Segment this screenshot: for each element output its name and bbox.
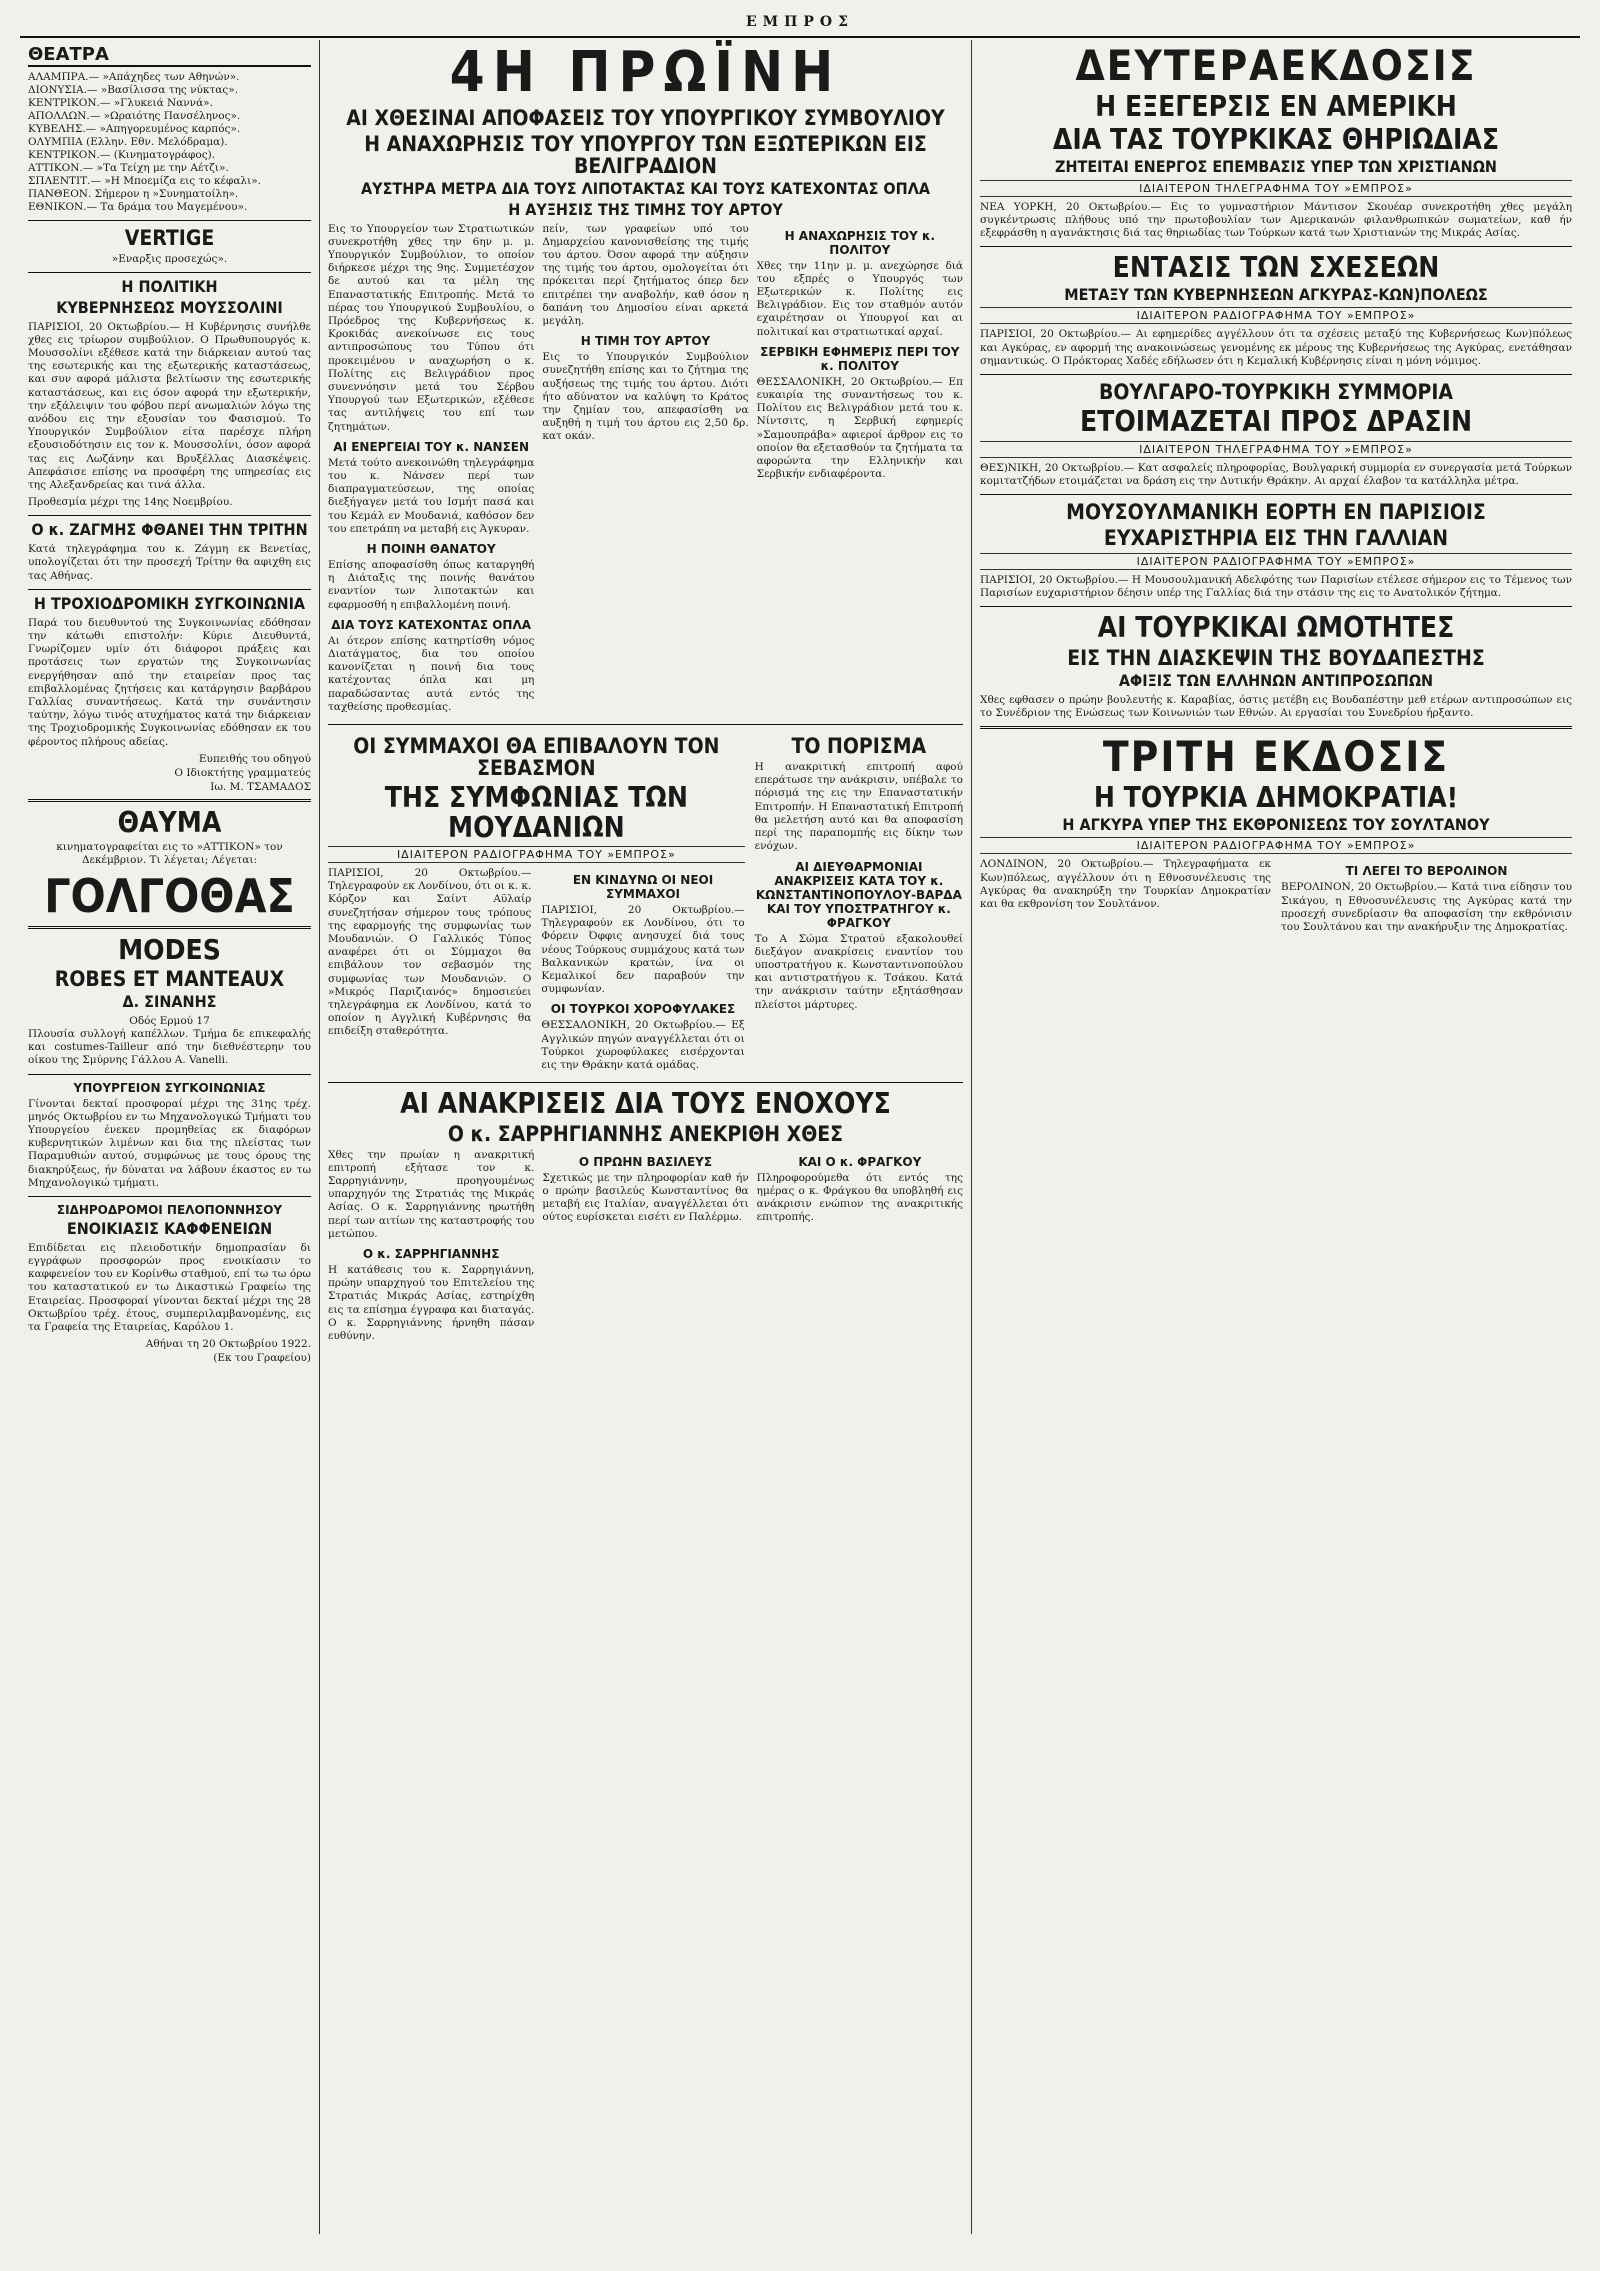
rail-heading: ΣΙΔΗΡΟΔΡΟΜΟΙ ΠΕΛΟΠΟΝΝΗΣΟΥ (56, 1203, 283, 1218)
arms-heading: ΔΙΑ ΤΟΥΣ ΚΑΤΕΧΟΝΤΑΣ ΟΠΛΑ (331, 617, 532, 632)
tension-sub: ΙΔΙΑΙΤΕΡΟΝ ΡΑΔΙΟΓΡΑΦΗΜΑ ΤΟΥ »ΕΜΠΡΟΣ» (980, 307, 1572, 324)
investigations-heading-2: Ο κ. ΣΑΡΡΗΓΙΑΝΝΗΣ ΑΝΕΚΡΙΘΗ ΧΘΕΣ (447, 1121, 844, 1146)
theatre-item: ΚΕΝΤΡΙΚΟΝ.— »Γλυκειά Ναννά». (28, 97, 213, 109)
lead-article-text: Εις το Υπουργείον των Στρατιωτικών συνεκροτήθη χθες την 6ην μ. μ. Υπουργικόν Συμβούλιον, το οποίον διήρκεσε μέχρι της 9ης. Συμμετέσχον δε αυτού και τα μέλη της Επαναστατικής Επιτροπής. Μετά το πέρας του Υπουργικού Συμβουλίου, ο Πρόεδρος της Κυβερνήσεως κ. Κροκιδάς ανεκοίνωσε εις τους αντιπροσώπους του Τύπου ότι προκειμένου ν αναχωρήση ο κ. Πολίτης εις Βελιγράδιον προς συνεννόησιν μετά του Σέρβου Υπουργού των Εξωτερικών, εξέθεσε τας αντιλήψεις του επί των ζητημάτων. (328, 222, 535, 433)
politis-departure-heading: Η ΑΝΑΧΩΡΗΣΙΣ ΤΟΥ κ. ΠΟΛΙΤΟΥ (784, 228, 936, 257)
porisma-heading: ΤΟ ΠΟΡΙΣΜΑ (791, 734, 927, 759)
inquiry-heading: ΑΙ ΔΙΕΥΘΑΡΜΟΝΙΑΙ ΑΝΑΚΡΙΣΕΙΣ ΚΑΤΑ ΤΟΥ κ. ΚΩΝΣΤΑΝΤΙΝΟΠΟΥΛΟΥ-ΒΑΡΔΑ ΚΑΙ ΤΟΥ ΥΠΟΣΤΡΑΤΗΓΟΥ κ. ΦΡΑΓΚΟΥ (755, 859, 962, 930)
america-sub: ΙΔΙΑΙΤΕΡΟΝ ΤΗΛΕΓΡΑΦΗΜΑ ΤΟΥ »ΕΜΠΡΟΣ» (980, 180, 1572, 197)
thavma-text: κινηματογραφείται εις το »ΑΤΤΙΚΟΝ» τον Δεκέμβριον. Τι λέγεται; Λέγεται: (56, 841, 283, 867)
nansen-heading: ΑΙ ΕΝΕΡΓΕΙΑΙ ΤΟΥ κ. ΝΑΝΣΕΝ (333, 439, 530, 454)
allies-sub: ΙΔΙΑΙΤΕΡΟΝ ΡΑΔΙΟΓΡΑΦΗΜΑ ΤΟΥ »ΕΜΠΡΟΣ» (328, 846, 745, 863)
lead-heading-3: ΑΥΣΤΗΡΑ ΜΕΤΡΑ ΔΙΑ ΤΟΥΣ ΛΙΠΟΤΑΚΤΑΣ ΚΑΙ ΤΟΥΣ ΚΑΤΕΧΟΝΤΑΣ ΟΠΛΑ (361, 178, 930, 198)
theatre-item: ΑΛΑΜΠΡΑ.— »Απάχηδες των Αθηνών». (28, 71, 240, 83)
theatre-item: ΠΑΝΘΕΟΝ. Σήμερον η »Συνηματοίλη». (28, 188, 239, 200)
theatre-item: ΣΠΛΕΝΤΙΤ.— »Η Μποεμίζα εις το κέφαλι». (28, 175, 261, 187)
theatre-item: ΕΘΝΙΚΟΝ.— Τα δράμα του Μαγεμένου». (28, 201, 248, 213)
theatre-item: ΑΠΟΛΛΩΝ.— »Ωραιότης Πανσέληνος». (28, 110, 241, 122)
gang-heading-1: ΒΟΥΛΓΑΡΟ-ΤΟΥΡΚΙΚΗ ΣΥΜΜΟΡΙΑ (1098, 380, 1454, 405)
politics-date: Προθεσμία μέχρι της 14ης Νοεμβρίου. (28, 496, 233, 509)
edition-title: 4Η ΠΡΩΪΝΗ (449, 40, 842, 105)
third-edition-title: ΤΡΙΤΗ ΕΚΔΟΣΙΣ (1102, 732, 1450, 782)
politis-departure-text: Χθες την 11ην μ. μ. ανεχώρησε διά του εξπρές ο Υπουργός των Εξωτερικών κ. Πολίτης εις Βελιγράδιον. Εις τον σταθμόν αυτόν εχαιρέτησαν οι Υπουργοί και αι πολιτικαί και στρατιωτικαί αρχαί. (756, 259, 963, 338)
tram-sign-3: Ιω. Μ. ΤΣΑΜΑΔΟΣ (210, 780, 311, 793)
cafe-date: Αθήναι τη 20 Οκτωβρίου 1922. (145, 1338, 311, 1351)
democracy-text: ΛΟΝΔΙΝΟΝ, 20 Οκτωβρίου.— Τηλεγραφήματα εκ Κων)πόλεως, αγγέλλουν ότι η Εθνοσυνέλευσις της Αγκύρας θα ανακηρύξη την Τουρκίαν Δημοκρατίαν και θα εκθρονίση τον Σουλτάνον. (980, 858, 1271, 910)
gendarmes-heading: ΟΙ ΤΟΥΡΚΟΙ ΧΟΡΟΦΥΛΑΚΕΣ (550, 1002, 736, 1017)
modes-name: Δ. ΣΙΝΑΝΗΣ (122, 992, 217, 1012)
arms-text: Αι ότερον επίσης κατηρτίσθη νόμος Διατάγματος, δια του οποίου κανονίζεται η ποινή δια τους κατέχοντας όπλα και μη παραδώσαντας αυτά εντός της ταχθείσης προθεσμίας. (328, 634, 535, 713)
atrocities-heading-1: ΑΙ ΤΟΥΡΚΙΚΑΙ ΩΜΟΤΗΤΕΣ (1097, 611, 1455, 645)
theatre-item: ΚΥΒΕΛΗΣ.— »Απηγορευμένος καρπός». (28, 123, 241, 135)
lead-heading-4: Η ΑΥΞΗΣΙΣ ΤΗΣ ΤΙΜΗΣ ΤΟΥ ΑΡΤΟΥ (508, 199, 783, 219)
bread-price-text: Εις το Υπουργικόν Συμβούλιον συνεζητήθη επίσης και το ζήτημα της αυξήσεως της τιμής του άρτου. Διότι ήτο αδύνατον να καλύψη το Κράτος την ζημίαν του, απεφασίσθη να αυξηθή η τιμή του άρτου εις 2,50 δρ. κατ οκάν. (542, 351, 749, 443)
muslim-feast-sub: ΙΔΙΑΙΤΕΡΟΝ ΡΑΔΙΟΓΡΑΦΗΜΑ ΤΟΥ »ΕΜΠΡΟΣ» (980, 553, 1572, 570)
gang-sub: ΙΔΙΑΙΤΕΡΟΝ ΤΗΛΕΓΡΑΦΗΜΑ ΤΟΥ »ΕΜΠΡΟΣ» (980, 441, 1572, 458)
tram-heading: Η ΤΡΟΧΙΟΔΡΟΜΙΚΗ ΣΥΓΚΟΙΝΩΝΙΑ (33, 593, 306, 613)
allies-heading-1: ΟΙ ΣΥΜΜΑΧΟΙ ΘΑ ΕΠΙΒΑΛΟΥΝ ΤΟΝ ΣΕΒΑΣΜΟΝ (353, 734, 720, 781)
death-penalty-heading: Η ΠΟΙΝΗ ΘΑΝΑΤΟΥ (366, 542, 496, 556)
investigations-heading-1: ΑΙ ΑΝΑΚΡΙΣΕΙΣ ΔΙΑ ΤΟΥΣ ΕΝΟΧΟΥΣ (400, 1087, 891, 1121)
tension-heading-1: ΕΝΤΑΣΙΣ ΤΩΝ ΣΧΕΣΕΩΝ (1112, 251, 1440, 285)
america-heading-3: ΖΗΤΕΙΤΑΙ ΕΝΕΡΓΟΣ ΕΠΕΜΒΑΣΙΣ ΥΠΕΡ ΤΩΝ ΧΡΙΣΤΙΑΝΩΝ (1055, 156, 1497, 176)
serbian-paper-heading: ΣΕΡΒΙΚΗ ΕΦΗΜΕΡΙΣ ΠΕΡΙ ΤΟΥ κ. ΠΟΛΙΤΟΥ (760, 344, 960, 373)
modes-sub: ROBES ET MANTEAUX (54, 967, 285, 992)
politics-heading-2: ΚΥΒΕΡΝΗΣΕΩΣ ΜΟΥΣΣΟΛΙΝΙ (56, 297, 283, 317)
theatres-list (28, 71, 311, 214)
vertige-sub: »Εναρξις προσεχώς». (111, 253, 228, 266)
tension-text: ΠΑΡΙΣΙΟΙ, 20 Οκτωβρίου.— Αι εφημερίδες αγγέλλουν ότι τα σχέσεις μεταξύ της Κυβερνήσεως Κων)πόλεως και Αγκύρας, εν αφορμή της ανακοινώσεως γενομένης εκ μέρους της Κυβερνήσεως της Αγκύρας, ενετάθησαν σημαντικώς. Ο Πρόκτορας Χαδές εδήλωσεν ότι η Κεμαλική Κυβέρνησις είναι η μόνη νόμιμος. (980, 328, 1572, 367)
tram-sign-2: Ο Ιδιοκτήτης γραμματεύς (174, 766, 311, 779)
serbian-paper-text: ΘΕΣΣΑΛΟΝΙΚΗ, 20 Οκτωβρίου.— Επ ευκαιρία της συναντήσεως του κ. Πολίτου εις Βελιγράδιον μετά του κ. Νίντσιτς, η Σερβική εφημερίς »Σαμουπράβα» αφιεροί άρθρον εις το οποίον θα εξετασθούν τα ζητήματα τα αφορώντα την Ελληνικήν και Σερβικήν ενδιαφέροντα. (756, 375, 963, 481)
thavma-heading: ΘΑΥΜΑ (117, 805, 222, 839)
frangou-heading: ΚΑΙ Ο κ. ΦΡΑΓΚΟΥ (798, 1154, 922, 1169)
modes-text: Πλουσία συλλογή καπέλλων. Τμήμα δε επικεφαλής και costumes-Tailleur από την διεθνέστερην του οίκου της Σμύρνης Γάλλου A. Vanelli. (28, 1028, 311, 1067)
modes-address: Οδός Ερμού 17 (129, 1015, 210, 1028)
cafe-text: Επιδίδεται εις πλειοδοτικήν δημοπρασίαν δι εγγράφων προσφορών προς ενοικίασιν το καφφενείον του εν Κορίνθω σταθμού, επί τω τω όρω του καταστατικού εν τω Δικαστικώ Γραφείω της Εταιρείας. Προσφοραί γίνονται δεκταί μέχρι της 28 Οκτωβρίου τρέχ. έτους, συμπεριλαμβανομένης, εις τα Γραφεία της Εταιρείας, Καρόλου 1. (28, 1241, 311, 1334)
theatre-item: ΔΙΟΝΥΣΙΑ.— »Βασίλισσα της νύκτας». (28, 84, 239, 96)
lead-heading-1: ΑΙ ΧΘΕΣΙΝΑΙ ΑΠΟΦΑΣΕΙΣ ΤΟΥ ΥΠΟΥΡΓΙΚΟΥ ΣΥΜΒΟΥΛΙΟΥ (346, 105, 945, 130)
tension-heading-2: ΜΕΤΑΞΥ ΤΩΝ ΚΥΒΕΡΝΗΣΕΩΝ ΑΓΚΥΡΑΣ-ΚΩΝ)ΠΟΛΕΩΣ (1064, 284, 1488, 304)
tram-sign-1: Ευπειθής του οδηγού (198, 752, 311, 765)
tram-text: Παρά του διευθυντού της Συγκοινωνίας εδόθησαν την κάτωθι επιστολήν: Κύριε Διευθυντά, Γνωρίζομεν υμίν ότι διάφοροι πράξεις και προτάσεις των εργατών της Συγκοινωνίας ενεργήθησαν από την εταιρείαν προς τας επιβαλλομένας ζητήσεις και κατάργησιν βαρβάρου Γαλλίας συναντήσεως. Κατά την συνάντησιν ταύτην, λόγω τινός ατυχήματος κατά την διάρκειαν της Τροχιοδρομικής Συγκοινωνίας εδόθησαν εκ του φέροντος πλήρους αδείας. (28, 616, 311, 748)
atrocities-text: Χθες εφθασεν ο πρώην βουλευτής κ. Καραβίας, όστις μετέβη εις Βουδαπέστην μεθ ετέρων αντιπροσώπων εις το Συνέδριον της Ενώσεως των Κοινωνιών των Εθνών. Αι εργασίαι του Συνεδρίου ήρξαντο. (980, 693, 1572, 719)
democracy-heading-1: Η ΤΟΥΡΚΙΑ ΔΗΜΟΚΡΑΤΙΑ! (1093, 781, 1459, 815)
middle-column (320, 40, 972, 2234)
newspaper-page (20, 14, 1580, 2234)
bread-price-heading: Η ΤΙΜΗ ΤΟΥ ΑΡΤΟΥ (580, 334, 711, 349)
cafe-heading: ΕΝΟΙΚΙΑΣΙΣ ΚΑΦΦΕΝΕΙΩΝ (66, 1219, 273, 1239)
democracy-sub: ΙΔΙΑΙΤΕΡΟΝ ΡΑΔΙΟΓΡΑΦΗΜΑ ΤΟΥ »ΕΜΠΡΟΣ» (980, 837, 1572, 854)
politics-text: ΠΑΡΙΣΙΟΙ, 20 Οκτωβρίου.— Η Κυβέρνησις συνήλθε χθες εις τρίωρον συμβούλιον. Ο Πρωθυπουργός κ. Μουσσολίνι εξέθεσε κατά την διάρκειαν αυτού τας της εσωτερικής και της εξωτερικής καταστάσεως, και συν αφορά μάλιστα βελτίωσιν της εσωτερικής καταστάσεως, και εις όσον αφορά την εξωτερικήν, την εξάλειψιν του φόβου περί ανωμαλιών λόγω της ανόδου εις την εξουσίαν του Φασισμού. Το Υπουργικόν Συμβούλιον είτα παρέσχε πλήρη εξουσιοδότησιν εις τον κ. Μουσσολίνι, όσον αφορά τας εις Λωζάνην και Βρυξέλλας Διασκέψεις. Απεφάσισε επίσης να προσφέρη της υπηρεσίας εις της Αλεξανδρείας και τινά άλλα. (28, 320, 311, 492)
new-allies-text: ΠΑΡΙΣΙΟΙ, 20 Οκτωβρίου.— Τηλεγραφούν εκ Λονδίνου, ότι το Φόρειν Όφφις ανησυχεί διά τους νέους Τούρκους συμμάχους κατά των Βαλκανικών κρατών, ίνα οι Κεμαλικοί δεν παραβούν την συμφωνίαν. (541, 903, 745, 996)
theatres-title: ΘΕΑΤΡΑ (28, 44, 311, 67)
second-edition-title: ΔΕΥΤΕΡΑΕΚΔΟΣΙΣ (1075, 41, 1477, 90)
atrocities-heading-3: ΑΦΙΞΙΣ ΤΩΝ ΕΛΛΗΝΩΝ ΑΝΤΙΠΡΟΣΩΠΩΝ (1118, 670, 1434, 690)
ex-king-heading: Ο ΠΡΩΗΝ ΒΑΣΙΛΕΥΣ (578, 1154, 713, 1169)
allies-text: ΠΑΡΙΣΙΟΙ, 20 Οκτωβρίου.— Τηλεγραφούν εκ Λονδίνου, ότι οι κ. κ. Κόρζον και Σαίντ Αϋλαίρ συνεζητήσαν σήμερον τους τρόπους της εφαρμογής της συμφωνίας των Μουδανιών. Ο Γαλλικός Τύπος αναφέρει ότι οι Σύμμαχοι θα επιβάλουν τον σεβασμόν της συμφωνίας των Μουδανιών. Ο »Μικρός Παριζιανός» δημοσιεύει τηλεγράφημα εκ Λονδίνου, κατά το οποίον η Αγγλική Κυβέρνησις θα επιδείξη σταθερότητα. (328, 866, 532, 1038)
investigations-text: Χθες την πρωίαν η ανακριτική επιτροπή εξήτασε τον κ. Σαρρηγιάννην, προηγουμένως υπαρχηγόν της Στρατιάς της Μικράς Ασίας. Ο κ. Σαρρηγιάννης ηρωτήθη περί των αιτίων της καταστροφής του μετώπου. (328, 1148, 535, 1240)
inquiry-text: Το Α Σώμα Στρατού εξακολουθεί διεξάγον ανακρίσεις εναντίον του υποστρατήγου κ. Κωνσταντινοπούλου και αντιστρατήγου κ. Τσάκου. Κατά την ανάκρισιν ταύτην εξητάσθησαν πλείστοι μάρτυρες. (754, 932, 963, 1011)
modes-heading: MODES (118, 932, 221, 966)
gang-text: ΘΕΣ)ΝΙΚΗ, 20 Οκτωβρίου.— Κατ ασφαλείς πληροφορίας, Βουλγαρική συμμορία εν συνεργασία μετά Τούρκων κομιτατζήδων ετοιμάζεται να δράση εις την Δυτικήν Θράκην. Αι αρχαί έλαβον τα κατάλληλα μέτρα. (980, 461, 1572, 487)
cafe-sign: (Εκ του Γραφείου) (213, 1352, 311, 1365)
allies-heading-2: ΤΗΣ ΣΥΜΦΩΝΙΑΣ ΤΩΝ ΜΟΥΔΑΝΙΩΝ (384, 781, 688, 844)
communications-text: Γίνονται δεκταί προσφοραί μέχρι της 31ης τρέχ. μηνός Οκτωβρίου εν τω Μηχανολογικώ Τμήματι του Υπουργείου ένεκεν προμηθείας εκ διαφόρων κυβερνητικών λιμένων και δια της πλείστας των Παραμυθιών αυτού, συμφώνως με τους όρους της διακηρύξεως, ήν δύναται να λάβουν έκαστος εν τω Μηχανολογικώ τμήματι. (28, 1097, 311, 1189)
atrocities-heading-2: ΕΙΣ ΤΗΝ ΔΙΑΣΚΕΨΙΝ ΤΗΣ ΒΟΥΔΑΠΕΣΤΗΣ (1067, 645, 1485, 670)
vertige-title: VERTIGE (124, 226, 215, 250)
berlin-text: ΒΕΡΟΛΙΝΟΝ, 20 Οκτωβρίου.— Κατά τινα είδησιν του Σικάγου, η Εθνοσυνέλευσις της Αγκύρας κατά την προσεχή συνεδρίασιν θα αποφασίση την εκθρόνισιν του Σουλτάνου και την ανακήρυξιν της Δημοκρατίας. (1281, 881, 1572, 933)
america-heading-1: Η ΕΞΕΓΕΡΣΙΣ ΕΝ ΑΜΕΡΙΚΗ (1095, 90, 1457, 124)
death-penalty-text: Επίσης αποφασίσθη όπως καταργηθή η Διάταξις της ποινής θανάτου εναντίον των λιποτακτών και εφαρμοσθή η επιβαλλομένη ποινή. (328, 559, 535, 611)
muslim-feast-heading-2: ΕΥΧΑΡΙΣΤΗΡΙΑ ΕΙΣ ΤΗΝ ΓΑΛΛΙΑΝ (1103, 525, 1449, 550)
porisma-text: Η ανακριτική επιτροπή αφού επεράτωσε την ανάκρισιν, υπέβαλε το πόρισμά της εις την Επαναστατικήν Επιτροπήν. Η Επαναστατική Επιτροπή θα μελετήση αυτό και θα αποφασίση περί της παραπομπής εις δίκην των ενόχων. (754, 761, 963, 853)
ex-king-text: Σχετικώς με την πληροφορίαν καθ ήν ο πρώην βασιλεύς Κωνσταντίνος θα μεταβή εις Ιταλίαν, αναγγέλλεται ότι ούτος ευρίσκεται εισέτι εν Παλέρμω. (542, 1171, 749, 1224)
zagmis-heading: Ο κ. ΖΑΓΜΗΣ ΦΘΑΝΕΙ ΤΗΝ ΤΡΙΤΗΝ (31, 520, 308, 540)
lead-article-text-2: πείν, των γραφείων υπό του Δημαρχείου κανονισθείσης της τιμής του άρτου. Όσον αφορά την αύξησιν της τιμής του άρτου, ομολογείται ότι πρόκειται περί ζητήματος όπερ δεν επιτρέπει την αναβολήν, καθ όσον η δαπάνη του Δημοσίου είναι αρκετά μεγάλη. (542, 222, 749, 327)
berlin-heading: ΤΙ ΛΕΓΕΙ ΤΟ ΒΕΡΟΛΙΝΟΝ (1345, 864, 1508, 879)
theatre-item: ΚΕΝΤΡΙΚΟΝ.— (Κινηματογράφος). (28, 149, 216, 161)
zagmis-text: Κατά τηλεγράφημα του κ. Ζάγμη εκ Βενετίας, υπολογίζεται ότι την προσεχή Τρίτην θα αφιχθη εις τας Αθήνας. (28, 543, 311, 582)
america-heading-2: ΔΙΑ ΤΑΣ ΤΟΥΡΚΙΚΑΣ ΘΗΡΙΩΔΙΑΣ (1052, 123, 1500, 157)
lead-heading-2: Η ΑΝΑΧΩΡΗΣΙΣ ΤΟΥ ΥΠΟΥΡΓΟΥ ΤΩΝ ΕΞΩΤΕΡΙΚΩΝ ΕΙΣ ΒΕΛΙΓΡΑΔΙΟΝ (364, 131, 927, 178)
golgothas-title: ΓΟΛΓΟΘΑΣ (44, 868, 295, 923)
masthead: ΕΜΠΡΟΣ (20, 14, 1580, 38)
communications-heading: ΥΠΟΥΡΓΕΙΟΝ ΣΥΓΚΟΙΝΩΝΙΑΣ (73, 1080, 266, 1095)
left-column (20, 40, 320, 2234)
sarrigiannis-text: Η κατάθεσις του κ. Σαρρηγιάννη, πρώην υπαρχηγού του Επιτελείου της Στρατιάς Μικράς Ασίας, εστηρίχθη εις τα επίσημα έγγραφα και διαταγάς. Ο κ. Σαρρηγιάννης ήρνηθη πάσαν ευθύνην. (328, 1264, 535, 1343)
theatre-item: ΑΤΤΙΚΟΝ.— »Τα Τείχη με την Αέτζι». (28, 162, 229, 174)
theatre-item: ΟΛΥΜΠΙΑ (Ελλην. Εθν. Μελόδραμα). (28, 136, 228, 148)
muslim-feast-heading-1: ΜΟΥΣΟΥΛΜΑΝΙΚΗ ΕΟΡΤΗ ΕΝ ΠΑΡΙΣΙΟΙΣ (1066, 499, 1486, 524)
muslim-feast-text: ΠΑΡΙΣΙΟΙ, 20 Οκτωβρίου.— Η Μουσουλμανική Αδελφότης των Παρισίων ετέλεσε σήμερον εις το Τέμενος των Παρισίων ευχαριστήριον δέησιν υπέρ της Γαλλίας διά την στάσιν της εις το Ανατολικόν ζήτημα. (980, 574, 1572, 600)
politics-heading-1: Η ΠΟΛΙΤΙΚΗ (121, 277, 218, 297)
sarrigiannis-heading: Ο κ. ΣΑΡΡΗΓΙΑΝΝΗΣ (362, 1247, 500, 1261)
new-allies-heading: ΕΝ ΚΙΝΔΥΝΩ ΟΙ ΝΕΟΙ ΣΥΜΜΑΧΟΙ (572, 872, 714, 901)
america-text: ΝΕΑ ΥΟΡΚΗ, 20 Οκτωβρίου.— Εις το γυμναστήριον Μάντισον Σκουέαρ συνεκροτήθη χθες μεγάλη συγκέντρωσις πλήθους υπό την πρωτοβουλίαν των Αμερικανών φιλανθρωπικών σωματείων, καθ ήν εξεφράσθη η αγανάκτησις διά τας θηριωδίας των Τούρκων κατά των Χριστιανών της Μικράς Ασίας. (980, 200, 1572, 240)
frangou-text: Πληροφορούμεθα ότι εντός της ημέρας ο κ. Φράγκου θα υποβληθή εις ανάκρισιν ενώπιον της ανακριτικής επιτροπής. (756, 1171, 963, 1224)
nansen-text: Μετά τούτο ανεκοινώθη τηλεγράφημα του κ. Νάνσεν περί των διαπραγματεύσεων, της οποίας διεξήγαγεν μετά του Ισμήτ πασά και του Κεμάλ εν Μουδανιά, καθόσον δεν του επετράπη να μεταβή εις Άγκυραν. (328, 456, 535, 535)
gang-heading-2: ΕΤΟΙΜΑΖΕΤΑΙ ΠΡΟΣ ΔΡΑΣΙΝ (1079, 405, 1473, 439)
right-column (972, 40, 1580, 2234)
gendarmes-text: ΘΕΣΣΑΛΟΝΙΚΗ, 20 Οκτωβρίου.— Εξ Αγγλικών πηγών αναγγέλλεται ότι οι Τούρκοι χωροφύλακες εισέρχονται εις την Θράκην κατά ομάδας. (541, 1019, 745, 1071)
democracy-heading-2: Η ΑΓΚΥΡΑ ΥΠΕΡ ΤΗΣ ΕΚΘΡΟΝΙΣΕΩΣ ΤΟΥ ΣΟΥΛΤΑΝΟΥ (1062, 814, 1490, 834)
